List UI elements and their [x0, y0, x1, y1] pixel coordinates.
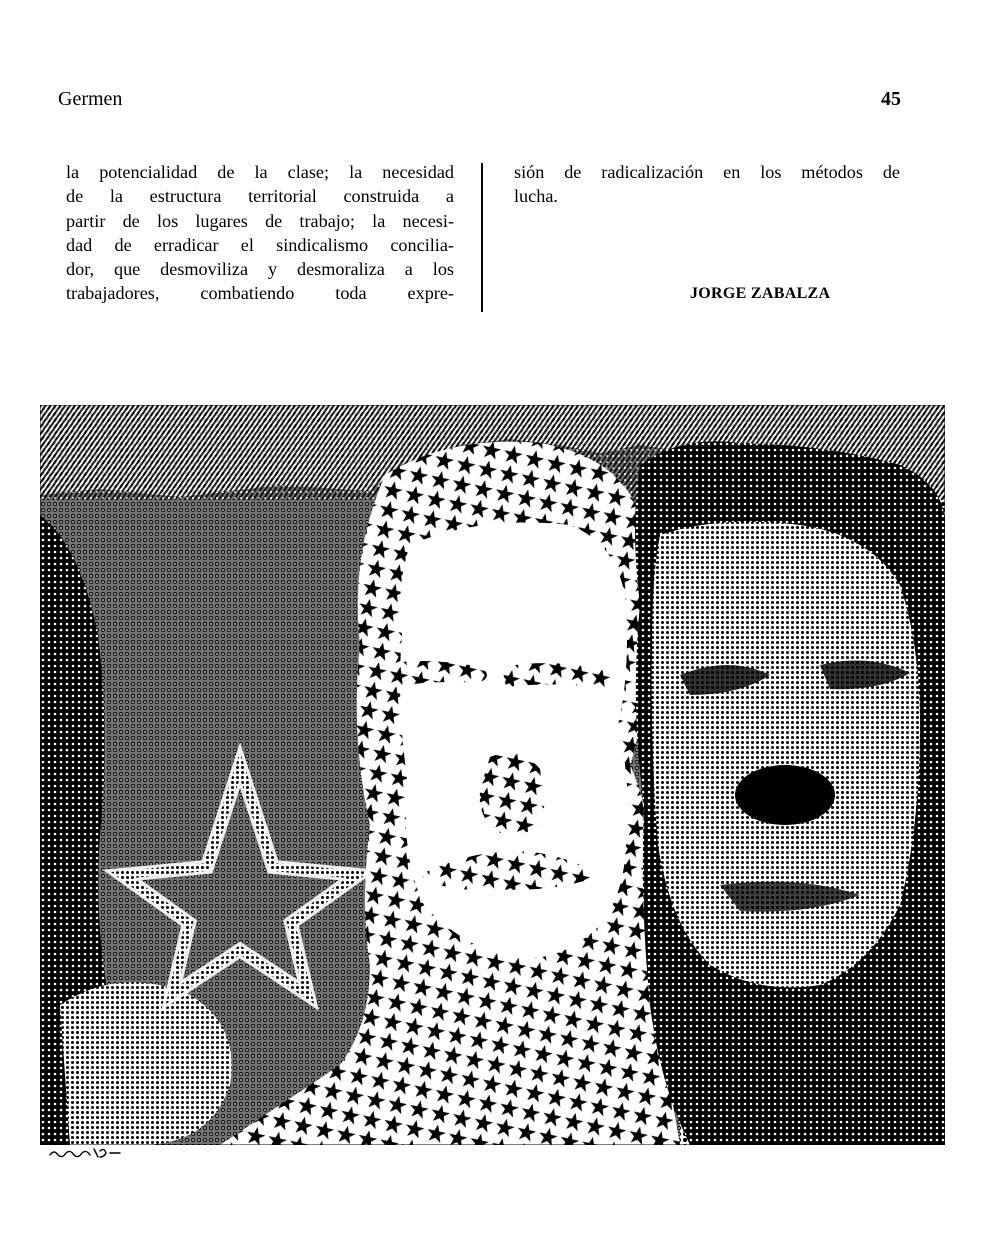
running-head — [58, 88, 901, 116]
star-face-highlight — [400, 523, 628, 959]
text-line: trabajadores, combatiendo toda expre- — [66, 283, 454, 304]
article-column-right — [514, 160, 900, 209]
text-line: sión de radicalización en los métodos de — [514, 162, 900, 182]
mouth-shadow — [735, 765, 835, 825]
author-byline: JORGE ZABALZA — [690, 285, 831, 302]
journal-title: Germen — [58, 88, 123, 110]
text-line: de la estructura territorial construida a — [66, 186, 454, 207]
artist-signature — [48, 1145, 122, 1161]
nose-shape — [480, 753, 546, 835]
column-divider — [481, 163, 483, 312]
text-line: partir de los lugares de trabajo; la necesi- — [66, 210, 454, 231]
article-column-left — [66, 160, 454, 306]
halftone-collage-illustration — [40, 405, 945, 1145]
text-line: dad de erradicar el sindicalismo concilia- — [66, 234, 454, 255]
text-line: la potencialidad de la clase; la necesidad — [66, 162, 454, 182]
page-number: 45 — [881, 88, 901, 110]
text-line: dor, que desmoviliza y desmoraliza a los — [66, 259, 454, 280]
text-line: lucha. — [514, 186, 558, 207]
